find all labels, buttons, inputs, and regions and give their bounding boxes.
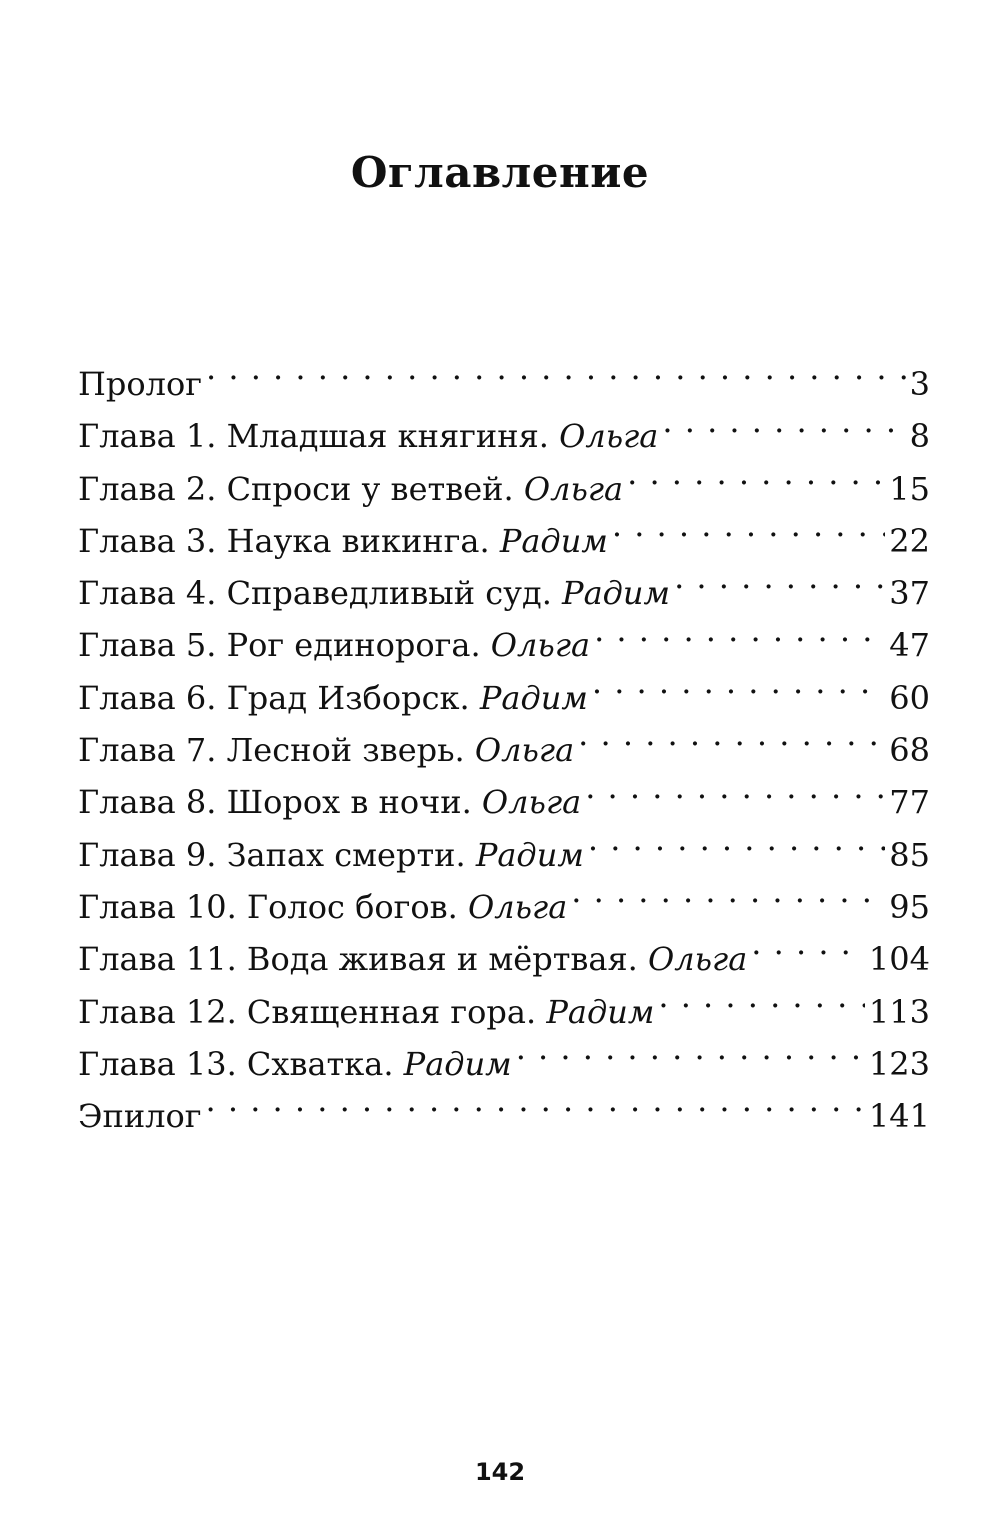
toc-entry-page: 15 (889, 469, 930, 508)
page-number: 142 (474, 1458, 526, 1486)
toc-entry-page: 77 (889, 783, 930, 822)
toc-entry-page: 22 (889, 521, 930, 560)
dot-leader (585, 781, 885, 813)
toc-entry-title: Глава 5. Рог единорога. Ольга (78, 626, 591, 665)
toc-entry-chapter-10[interactable] (78, 881, 930, 933)
toc-entry-author: Ольга (523, 469, 624, 508)
toc-entry-page: 47 (889, 626, 930, 665)
toc-entry-title: Глава 12. Священная гора. Радим (78, 992, 655, 1031)
toc-entry-chapter-8[interactable] (78, 776, 930, 828)
toc-entry-chapter-9[interactable] (78, 829, 930, 881)
toc-entry-chapter-7[interactable] (78, 724, 930, 776)
toc-entry-page: 3 (909, 365, 930, 403)
toc-entry-title: Пролог (78, 365, 203, 403)
toc-entry-author: Радим (403, 1044, 512, 1083)
toc-entry-page: 95 (889, 887, 930, 926)
toc-entry-page: 68 (889, 731, 930, 770)
toc-entry-title: Глава 6. Град Изборск. Радим (78, 678, 588, 717)
toc-entry-page: 37 (889, 574, 930, 613)
toc-entry-author: Радим (562, 574, 671, 613)
table-of-contents (78, 358, 930, 1142)
toc-entry-title: Глава 4. Справедливый суд. Радим (78, 574, 671, 613)
toc-entry-chapter-13[interactable] (78, 1038, 930, 1090)
toc-entry-title: Глава 7. Лесной зверь. Ольга (78, 731, 575, 770)
dot-leader (662, 415, 905, 447)
page-title: Оглавление (350, 148, 650, 197)
toc-entry-author: Радим (475, 835, 584, 874)
toc-entry-title: Глава 1. Младшая княгиня. Ольга (78, 417, 659, 456)
dot-leader (594, 624, 885, 656)
toc-entry-prologue[interactable] (78, 358, 930, 410)
toc-entry-page: 104 (868, 940, 930, 979)
dot-leader (516, 1043, 865, 1075)
toc-entry-page: 8 (909, 417, 930, 456)
dot-leader (571, 886, 885, 918)
toc-entry-author: Ольга (648, 940, 748, 979)
dot-leader (206, 1095, 865, 1127)
toc-entry-author: Радим (479, 678, 588, 717)
toc-entry-title: Глава 9. Запах смерти. Радим (78, 835, 584, 874)
dot-leader (674, 572, 885, 604)
toc-entry-title: Эпилог (78, 1097, 202, 1136)
toc-entry-author: Радим (499, 521, 608, 560)
toc-entry-title: Глава 2. Спроси у ветвей. Ольга (78, 469, 624, 508)
toc-entry-chapter-4[interactable] (78, 567, 930, 619)
toc-entry-page: 123 (868, 1044, 930, 1083)
toc-entry-author: Ольга (481, 783, 582, 822)
toc-entry-title: Глава 8. Шорох в ночи. Ольга (78, 783, 582, 822)
toc-entry-author: Ольга (467, 887, 568, 926)
toc-entry-chapter-5[interactable] (78, 619, 930, 671)
toc-entry-title: Глава 10. Голос богов. Ольга (78, 887, 568, 926)
toc-entry-chapter-12[interactable] (78, 986, 930, 1038)
toc-entry-page: 60 (889, 678, 930, 717)
toc-entry-title: Глава 3. Наука викинга. Радим (78, 521, 608, 560)
toc-entry-author: Ольга (474, 731, 575, 770)
dot-leader (588, 834, 885, 866)
dot-leader (592, 677, 885, 709)
toc-entry-chapter-3[interactable] (78, 515, 930, 567)
toc-entry-author: Ольга (559, 417, 659, 456)
toc-entry-author: Ольга (490, 626, 591, 665)
toc-entry-page: 113 (868, 992, 930, 1031)
toc-entry-author: Радим (546, 992, 655, 1031)
dot-leader (612, 520, 885, 552)
dot-leader (578, 729, 885, 761)
toc-entry-title: Глава 11. Вода живая и мёртвая. Ольга (78, 940, 748, 979)
toc-entry-title: Глава 13. Схватка. Радим (78, 1044, 512, 1083)
dot-leader (627, 468, 885, 500)
toc-entry-page: 85 (889, 835, 930, 874)
toc-entry-chapter-1[interactable] (78, 410, 930, 462)
toc-entry-epilogue[interactable] (78, 1090, 930, 1142)
dot-leader (206, 363, 906, 395)
toc-entry-chapter-6[interactable] (78, 672, 930, 724)
dot-leader (751, 938, 865, 970)
dot-leader (658, 991, 865, 1023)
toc-entry-page: 141 (868, 1097, 930, 1136)
toc-entry-chapter-11[interactable] (78, 933, 930, 985)
toc-entry-chapter-2[interactable] (78, 463, 930, 515)
